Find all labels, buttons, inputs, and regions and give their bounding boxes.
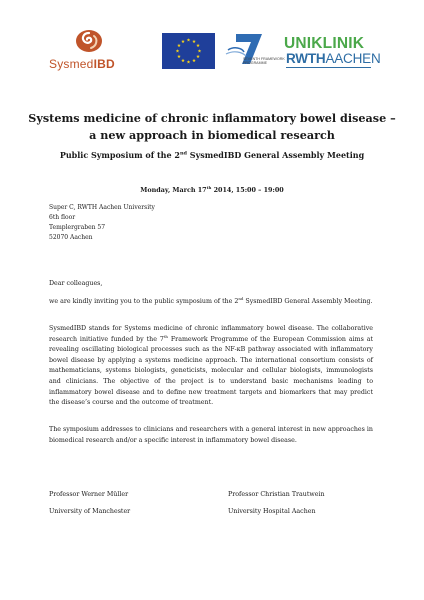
document-subtitle: Public Symposium of the 2nd SysmedIBD General Assembly Meeting (59, 150, 365, 160)
fp7-logo-text: SEVENTH FRAMEWORK PROGRAMME (243, 57, 285, 66)
uniklinik-logo-text: UNIKLINIK (284, 35, 365, 52)
address-line: 52070 Aachen (49, 234, 93, 241)
address-line: 6th floor (49, 214, 76, 221)
eu-flag-icon (162, 33, 215, 69)
sysmedibd-logo-icon (74, 28, 104, 54)
signatory-affiliation-2: University Hospital Aachen (228, 508, 316, 515)
signatory-affiliation-1: University of Manchester (49, 508, 131, 515)
sysmedibd-logo-text: SysmedIBD (49, 57, 115, 71)
salutation: Dear colleagues, (49, 280, 103, 287)
venue-address (49, 203, 155, 243)
project-description-paragraph: SysmedIBD stands for Systems medicine of chronic inflammatory bowel disease. The collaborative research initiative funded by the 7th Framework Programme of the European Commission aims at revealing oscillating biological processes such as the NF-κB pathway associated with inflammatory bowel disease by applying a systems medicine approach. The international consortium consists of mathematicians, systems biologists, geneticists, molecular and cellular biologists, immunologists and clinicians. The objective of the project is to understand basic mechanisms leading to inflammatory bowel disease and to define new treatment targets and biomarkers that may predict the disease’s course and the outcome of treatment. (49, 325, 373, 407)
logo-underline (286, 67, 371, 68)
symposium-audience-paragraph: The symposium addresses to clinicians and researchers with a general interest in new approaches in biomedical research and/or a specific interest in inflammatory bowel disease. (49, 426, 373, 444)
document-title-line-2: a new approach in biomedical research (89, 128, 335, 142)
document-title-line-1: Systems medicine of chronic inflammatory bowel disease – (28, 111, 396, 125)
invitation-paragraph: we are kindly inviting you to the public symposium of the 2nd SysmedIBD General Assembly Meeting. (49, 295, 373, 305)
signatory-name-2: Professor Christian Trautwein (228, 491, 325, 498)
rwth-aachen-logo-text: RWTHAACHEN (286, 51, 381, 66)
address-line: Templergraben 57 (49, 224, 106, 231)
event-date: Monday, March 17th 2014, 15:00 – 19:00 (140, 184, 284, 194)
signatory-name-1: Professor Werner Müller (49, 491, 129, 498)
address-line: Super C, RWTH Aachen University (49, 204, 155, 211)
